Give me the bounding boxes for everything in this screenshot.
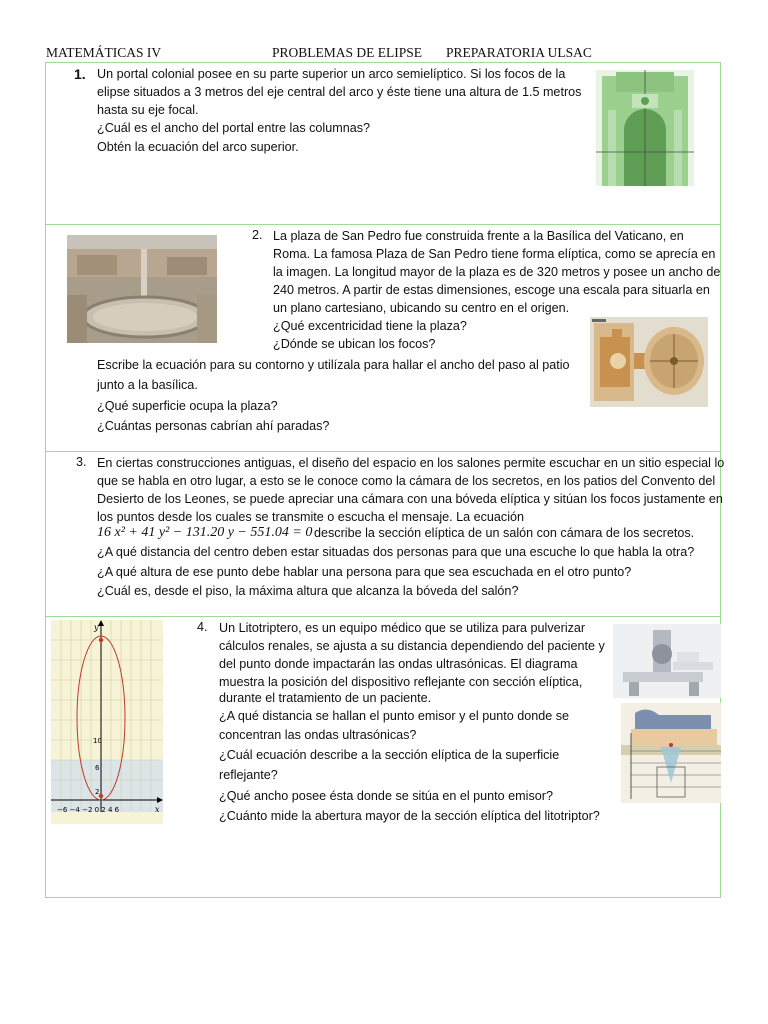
problem-2-line-6: ¿Qué excentricidad tiene la plaza? xyxy=(273,319,467,333)
problem-4-line-3: del punto donde impactarán las ondas ultrasónicas. El diagrama xyxy=(219,657,578,671)
problem-2-line-7: ¿Dónde se ubican los focos? xyxy=(273,337,436,351)
graph-x-label: x xyxy=(155,805,160,814)
problem-2-line-11: ¿Cuántas personas cabrían ahí paradas? xyxy=(97,419,330,433)
problem-2-line-3: la imagen. La longitud mayor de la plaza es de 320 metros y posee un ancho de xyxy=(273,265,721,279)
problem-3-number: 3. xyxy=(76,455,87,469)
problem-2-line-1: La plaza de San Pedro fue construida frente a la Basílica del Vaticano, en xyxy=(273,229,684,243)
basilica-floor-plan-image xyxy=(590,317,708,407)
problem-2-line-10: ¿Qué superficie ocupa la plaza? xyxy=(97,399,278,413)
graph-y-tick-6: 6 xyxy=(95,764,100,772)
problem-4-line-5: durante el tratamiento de un paciente. xyxy=(219,691,432,705)
chamber-equation: 16 x² + 41 y² − 131.20 y − 551.04 = 0 xyxy=(97,525,313,540)
problem-3-line-7: ¿A qué altura de ese punto debe hablar una persona para que sea escuchada en el otro punto? xyxy=(97,565,632,579)
problem-4-line-2: cálculos renales, se ajusta a su distancia dependiendo del paciente y xyxy=(219,639,605,653)
problem-4-line-1: Un Litotriptero, es un equipo médico que se utiliza para pulverizar xyxy=(219,621,586,635)
colonial-portal-image xyxy=(596,70,694,186)
problem-2-line-8: Escribe la ecuación para su contorno y utilízala para hallar el ancho del paso al patio xyxy=(97,358,570,372)
graph-y-label: y xyxy=(94,623,99,632)
lithotripter-photo xyxy=(613,624,721,698)
problem-1-number: 1. xyxy=(74,66,86,82)
header-topic: PROBLEMAS DE ELIPSE xyxy=(272,45,423,60)
problem-1-box xyxy=(45,62,721,224)
problem-4-line-7: concentran las ondas ultrasónicas? xyxy=(219,728,417,742)
problem-3-line-3: Desierto de los Leones, se puede apreciar una cámara con una bóveda elíptica y sitúan los focos justamente en xyxy=(97,492,723,506)
problem-4-line-11: ¿Cuánto mide la abertura mayor de la sección elíptica del litotriptor? xyxy=(219,809,600,823)
problem-1-line-4: ¿Cuál es el ancho del portal entre las columnas? xyxy=(97,121,371,135)
problem-4-line-10: ¿Qué ancho posee ésta donde se sitúa en el punto emisor? xyxy=(219,789,553,803)
ellipse-graph xyxy=(51,620,163,824)
problem-1-line-5: Obtén la ecuación del arco superior. xyxy=(97,140,299,154)
problem-1-line-1: Un portal colonial posee en su parte superior un arco semielíptico. Si los focos de la xyxy=(97,67,566,81)
lithotripter-diagram xyxy=(621,703,721,803)
problem-4-line-6: ¿A qué distancia se hallan el punto emisor y el punto donde se xyxy=(219,709,570,723)
problem-2-number: 2. xyxy=(252,228,263,242)
problem-4-line-4: muestra la posición del dispositivo reflejante con sección elíptica, xyxy=(219,675,583,689)
problem-4-line-8: ¿Cuál ecuación describe a la sección elíptica de la superficie xyxy=(219,748,560,762)
problem-2-box xyxy=(45,224,721,451)
problem-3-line-1: En ciertas construcciones antiguas, el diseño del espacio en los salones permite escuchar en un sitio especial lo xyxy=(97,456,725,470)
graph-y-tick-2: 2 xyxy=(95,788,100,796)
header-school: PREPARATORIA ULSAC xyxy=(446,45,592,60)
problem-1-line-2: elipse situados a 3 metros del eje central del arco y éste tiene una altura de 1.5 metros xyxy=(97,85,582,99)
problem-2-line-9: junto a la basílica. xyxy=(97,378,198,392)
problem-1-line-3: hasta su eje focal. xyxy=(97,103,199,117)
problem-3-line-6: ¿A qué distancia del centro deben estar situadas dos personas para que una escuche lo que habla la otra? xyxy=(97,545,695,559)
st-peters-square-photo xyxy=(67,235,217,343)
problem-2-line-4: 240 metros. A partir de estas dimensiones, escoge una escala para situarla en xyxy=(273,283,710,297)
problem-4-line-9: reflejante? xyxy=(219,768,278,782)
graph-y-tick-10: 10 xyxy=(93,737,102,745)
header-subject: MATEMÁTICAS IV xyxy=(46,45,162,60)
problem-4-number: 4. xyxy=(197,620,208,634)
problem-3-line-5: describe la sección elíptica de un salón con cámara de los secretos. xyxy=(314,526,695,540)
problem-3-box xyxy=(45,451,725,616)
problem-4-box xyxy=(45,616,721,898)
problem-2-line-5: un plano cartesiano, ubicando su centro en el origen. xyxy=(273,301,570,315)
graph-x-ticks: −6 −4 −2 0 2 4 6 xyxy=(57,806,120,814)
problem-2-line-2: Roma. La famosa Plaza de San Pedro tiene forma elíptica, como se aprecía en xyxy=(273,247,716,261)
problem-3-line-8: ¿Cuál es, desde el piso, la máxima altura que alcanza la bóveda del salón? xyxy=(97,584,519,598)
problem-3-line-2: que se habla en otro lugar, a esto se le conoce como la cámara de los secretos, en los patios del Convento del xyxy=(97,474,716,488)
problem-3-line-4: los puntos desde los cuales se transmite o escucha el mensaje. La ecuación xyxy=(97,510,525,524)
